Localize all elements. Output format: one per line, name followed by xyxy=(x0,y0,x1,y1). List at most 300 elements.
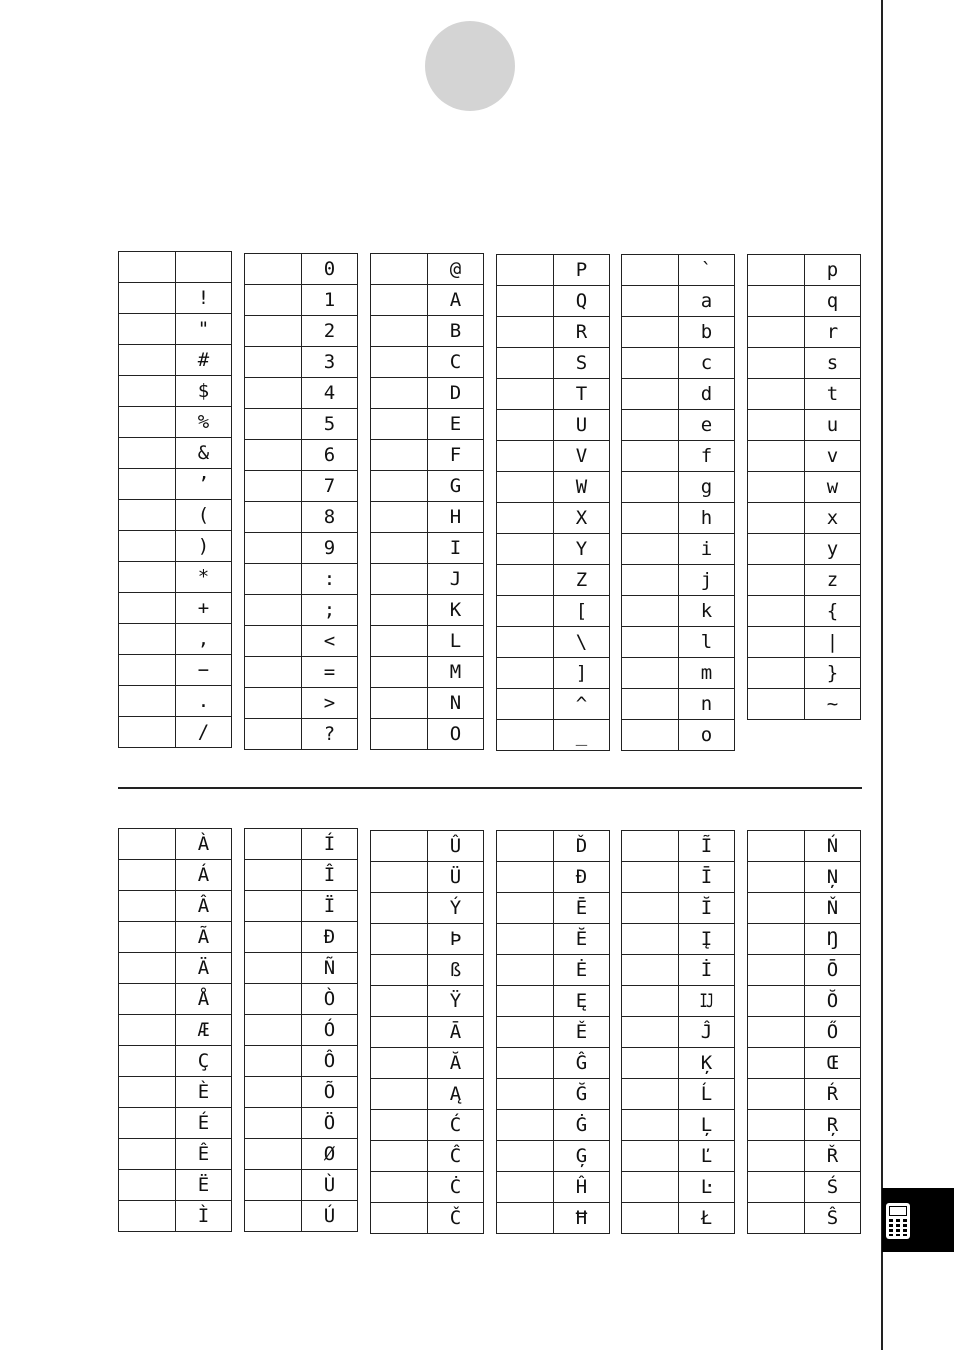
char-cell: Ĩ xyxy=(679,831,735,862)
code-cell xyxy=(245,564,302,595)
char-cell: k xyxy=(679,596,735,627)
table-row xyxy=(371,893,484,924)
table-row xyxy=(622,1048,735,1079)
code-cell xyxy=(748,410,805,441)
char-cell: Ä xyxy=(176,953,232,984)
code-cell xyxy=(622,862,679,893)
char-table-bottom-2 xyxy=(244,828,358,1232)
table-row xyxy=(622,410,735,441)
table-row xyxy=(622,379,735,410)
char-cell: ? xyxy=(302,719,358,750)
code-cell xyxy=(748,1141,805,1172)
table-row xyxy=(497,317,610,348)
table-row xyxy=(119,376,232,407)
char-cell: Ê xyxy=(176,1139,232,1170)
char-cell: Ç xyxy=(176,1046,232,1077)
char-cell: Ō xyxy=(805,955,861,986)
char-cell: V xyxy=(554,441,610,472)
code-cell xyxy=(371,1079,428,1110)
char-cell: p xyxy=(805,255,861,286)
table-row xyxy=(119,1046,232,1077)
code-cell xyxy=(748,1017,805,1048)
char-cell: Í xyxy=(302,829,358,860)
code-cell xyxy=(371,1017,428,1048)
char-cell: * xyxy=(176,562,232,593)
table-row xyxy=(497,348,610,379)
char-cell: Ñ xyxy=(302,953,358,984)
table-row xyxy=(622,317,735,348)
table-row xyxy=(245,595,358,626)
code-cell xyxy=(371,1110,428,1141)
char-cell: W xyxy=(554,472,610,503)
char-cell: Û xyxy=(428,831,484,862)
char-cell: O xyxy=(428,719,484,750)
char-cell: Ü xyxy=(428,862,484,893)
char-cell: Ŏ xyxy=(805,986,861,1017)
char-cell: Ã xyxy=(176,922,232,953)
code-cell xyxy=(748,1110,805,1141)
char-cell: ^ xyxy=(554,689,610,720)
char-cell: J xyxy=(428,564,484,595)
char-cell: z xyxy=(805,565,861,596)
char-cell: Ă xyxy=(428,1048,484,1079)
code-cell xyxy=(497,534,554,565)
char-cell: ~ xyxy=(805,689,861,720)
char-cell: > xyxy=(302,688,358,719)
char-cell: m xyxy=(679,658,735,689)
code-cell xyxy=(622,955,679,986)
char-table-top-6 xyxy=(747,254,861,720)
code-cell xyxy=(371,285,428,316)
code-cell xyxy=(497,658,554,689)
table-row xyxy=(497,955,610,986)
table-row xyxy=(748,627,861,658)
table-row xyxy=(245,347,358,378)
code-cell xyxy=(748,255,805,286)
code-cell xyxy=(371,316,428,347)
section-divider xyxy=(118,787,862,789)
table-row xyxy=(748,348,861,379)
table-row xyxy=(748,1141,861,1172)
table-row xyxy=(371,1079,484,1110)
code-cell xyxy=(371,254,428,285)
char-cell: n xyxy=(679,689,735,720)
char-cell: Ċ xyxy=(428,1172,484,1203)
char-cell: x xyxy=(805,503,861,534)
table-row xyxy=(245,626,358,657)
table-row xyxy=(371,831,484,862)
code-cell xyxy=(622,627,679,658)
char-cell: Œ xyxy=(805,1048,861,1079)
code-cell xyxy=(245,1201,302,1232)
table-row xyxy=(622,627,735,658)
code-cell xyxy=(371,657,428,688)
char-cell: P xyxy=(554,255,610,286)
table-row xyxy=(119,953,232,984)
table-row xyxy=(371,595,484,626)
code-cell xyxy=(119,984,176,1015)
code-cell xyxy=(622,348,679,379)
table-row xyxy=(245,285,358,316)
code-cell xyxy=(245,1108,302,1139)
char-cell: Ģ xyxy=(554,1141,610,1172)
table-row xyxy=(245,953,358,984)
char-cell: Ŗ xyxy=(805,1110,861,1141)
char-cell: ; xyxy=(302,595,358,626)
table-row xyxy=(245,984,358,1015)
char-cell: Ó xyxy=(302,1015,358,1046)
char-cell: T xyxy=(554,379,610,410)
table-row xyxy=(119,1139,232,1170)
table-row xyxy=(748,986,861,1017)
char-cell: Ř xyxy=(805,1141,861,1172)
char-cell: | xyxy=(805,627,861,658)
table-row xyxy=(119,283,232,314)
table-row xyxy=(497,503,610,534)
table-row xyxy=(119,922,232,953)
code-cell xyxy=(748,658,805,689)
char-cell: Ò xyxy=(302,984,358,1015)
code-cell xyxy=(748,689,805,720)
code-cell xyxy=(119,686,176,717)
table-row xyxy=(245,719,358,750)
code-cell xyxy=(497,503,554,534)
code-cell xyxy=(371,986,428,1017)
table-row xyxy=(245,657,358,688)
char-cell: Ĉ xyxy=(428,1141,484,1172)
table-row xyxy=(119,891,232,922)
code-cell xyxy=(748,986,805,1017)
code-cell xyxy=(245,626,302,657)
char-cell: Ā xyxy=(428,1017,484,1048)
code-cell xyxy=(371,1172,428,1203)
code-cell xyxy=(748,627,805,658)
char-cell: À xyxy=(176,829,232,860)
char-cell: e xyxy=(679,410,735,441)
table-row xyxy=(371,1203,484,1234)
code-cell xyxy=(119,562,176,593)
table-row xyxy=(371,533,484,564)
code-cell xyxy=(497,596,554,627)
char-cell: Ø xyxy=(302,1139,358,1170)
table-row xyxy=(245,860,358,891)
char-cell: { xyxy=(805,596,861,627)
code-cell xyxy=(245,922,302,953)
code-cell xyxy=(497,1172,554,1203)
table-row xyxy=(119,1015,232,1046)
table-row xyxy=(748,893,861,924)
char-cell: Ĕ xyxy=(554,924,610,955)
code-cell xyxy=(371,831,428,862)
char-cell: X xyxy=(554,503,610,534)
table-row xyxy=(748,1017,861,1048)
table-row xyxy=(748,1048,861,1079)
table-row xyxy=(748,924,861,955)
code-cell xyxy=(497,627,554,658)
char-cell: , xyxy=(176,624,232,655)
table-row xyxy=(119,252,232,283)
code-cell xyxy=(119,593,176,624)
code-cell xyxy=(497,441,554,472)
code-cell xyxy=(245,860,302,891)
char-cell: 1 xyxy=(302,285,358,316)
table-row xyxy=(748,1079,861,1110)
table-row xyxy=(245,829,358,860)
char-cell: Ĭ xyxy=(679,893,735,924)
code-cell xyxy=(622,689,679,720)
code-cell xyxy=(245,657,302,688)
char-cell: Þ xyxy=(428,924,484,955)
code-cell xyxy=(497,410,554,441)
code-cell xyxy=(119,531,176,562)
code-cell xyxy=(119,252,176,283)
char-cell: ` xyxy=(679,255,735,286)
table-row xyxy=(371,1141,484,1172)
table-row xyxy=(497,627,610,658)
char-cell: Ś xyxy=(805,1172,861,1203)
table-row xyxy=(622,472,735,503)
char-cell: K xyxy=(428,595,484,626)
table-row xyxy=(245,1046,358,1077)
table-row xyxy=(371,502,484,533)
char-cell: C xyxy=(428,347,484,378)
char-cell: Ł xyxy=(679,1203,735,1234)
char-table-bottom-3 xyxy=(370,830,484,1234)
code-cell xyxy=(245,595,302,626)
char-cell: Ć xyxy=(428,1110,484,1141)
code-cell xyxy=(245,533,302,564)
char-cell: \ xyxy=(554,627,610,658)
char-cell: Ĥ xyxy=(554,1172,610,1203)
code-cell xyxy=(245,1046,302,1077)
table-row xyxy=(497,1079,610,1110)
code-cell xyxy=(245,285,302,316)
table-row xyxy=(622,255,735,286)
table-row xyxy=(497,286,610,317)
table-row xyxy=(497,658,610,689)
code-cell xyxy=(119,376,176,407)
code-cell xyxy=(371,626,428,657)
code-cell xyxy=(622,472,679,503)
table-row xyxy=(748,1110,861,1141)
char-table-top-4 xyxy=(496,254,610,751)
char-cell: Ě xyxy=(554,1017,610,1048)
char-cell: Õ xyxy=(302,1077,358,1108)
char-cell: Ľ xyxy=(679,1141,735,1172)
code-cell xyxy=(371,862,428,893)
char-cell: Ð xyxy=(302,922,358,953)
char-cell: É xyxy=(176,1108,232,1139)
table-row xyxy=(119,531,232,562)
table-row xyxy=(371,924,484,955)
code-cell xyxy=(622,1172,679,1203)
code-cell xyxy=(622,1079,679,1110)
char-cell: t xyxy=(805,379,861,410)
table-row xyxy=(119,984,232,1015)
table-row xyxy=(748,441,861,472)
table-row xyxy=(245,1015,358,1046)
code-cell xyxy=(748,924,805,955)
table-row xyxy=(622,658,735,689)
table-row xyxy=(622,348,735,379)
table-row xyxy=(245,502,358,533)
char-cell: 8 xyxy=(302,502,358,533)
margin-rule xyxy=(881,0,883,1350)
table-row xyxy=(119,1170,232,1201)
char-cell: D xyxy=(428,378,484,409)
char-cell: f xyxy=(679,441,735,472)
char-cell: Ì xyxy=(176,1201,232,1232)
code-cell xyxy=(497,1079,554,1110)
code-cell xyxy=(119,1170,176,1201)
code-cell xyxy=(748,534,805,565)
code-cell xyxy=(371,688,428,719)
code-cell xyxy=(119,922,176,953)
table-row xyxy=(622,955,735,986)
table-row xyxy=(497,1110,610,1141)
char-cell: Ġ xyxy=(554,1110,610,1141)
table-row xyxy=(748,658,861,689)
char-cell: Ù xyxy=(302,1170,358,1201)
char-cell: Ļ xyxy=(679,1110,735,1141)
code-cell xyxy=(371,924,428,955)
code-cell xyxy=(371,1048,428,1079)
char-cell: ] xyxy=(554,658,610,689)
code-cell xyxy=(622,503,679,534)
code-cell xyxy=(622,720,679,751)
char-cell: Į xyxy=(679,924,735,955)
char-cell: + xyxy=(176,593,232,624)
table-row xyxy=(371,564,484,595)
table-row xyxy=(245,378,358,409)
table-row xyxy=(748,596,861,627)
char-cell: Q xyxy=(554,286,610,317)
table-row xyxy=(371,626,484,657)
code-cell xyxy=(497,472,554,503)
char-cell: Ď xyxy=(554,831,610,862)
code-cell xyxy=(371,1141,428,1172)
table-row xyxy=(245,440,358,471)
char-table-top-3 xyxy=(370,253,484,750)
char-cell: Ĺ xyxy=(679,1079,735,1110)
chapter-circle xyxy=(425,21,515,111)
char-cell: @ xyxy=(428,254,484,285)
code-cell xyxy=(371,595,428,626)
char-cell: 7 xyxy=(302,471,358,502)
table-row xyxy=(245,409,358,440)
char-cell: F xyxy=(428,440,484,471)
table-row xyxy=(119,438,232,469)
table-row xyxy=(119,717,232,748)
code-cell xyxy=(497,1048,554,1079)
code-cell xyxy=(371,409,428,440)
char-cell: Ą xyxy=(428,1079,484,1110)
char-cell: 3 xyxy=(302,347,358,378)
table-row xyxy=(748,534,861,565)
char-table-bottom-6 xyxy=(747,830,861,1234)
table-row xyxy=(497,1017,610,1048)
char-cell: Á xyxy=(176,860,232,891)
code-cell xyxy=(748,286,805,317)
code-cell xyxy=(245,347,302,378)
code-cell xyxy=(748,831,805,862)
table-row xyxy=(245,1077,358,1108)
char-cell: Ŋ xyxy=(805,924,861,955)
code-cell xyxy=(748,441,805,472)
table-row xyxy=(622,503,735,534)
table-row xyxy=(371,440,484,471)
table-row xyxy=(497,831,610,862)
char-cell: İ xyxy=(679,955,735,986)
table-row xyxy=(371,409,484,440)
table-row xyxy=(371,1110,484,1141)
char-cell: q xyxy=(805,286,861,317)
code-cell xyxy=(497,317,554,348)
table-row xyxy=(119,562,232,593)
code-cell xyxy=(497,955,554,986)
char-cell: : xyxy=(302,564,358,595)
char-cell: = xyxy=(302,657,358,688)
code-cell xyxy=(245,440,302,471)
char-cell: U xyxy=(554,410,610,441)
code-cell xyxy=(245,984,302,1015)
table-row xyxy=(245,891,358,922)
code-cell xyxy=(748,1172,805,1203)
char-cell: . xyxy=(176,686,232,717)
table-row xyxy=(119,407,232,438)
char-cell: Ę xyxy=(554,986,610,1017)
char-cell: ( xyxy=(176,500,232,531)
char-cell: Z xyxy=(554,565,610,596)
table-row xyxy=(119,860,232,891)
char-table-bottom-4 xyxy=(496,830,610,1234)
char-cell: & xyxy=(176,438,232,469)
code-cell xyxy=(245,409,302,440)
table-row xyxy=(622,565,735,596)
char-cell: Ē xyxy=(554,893,610,924)
table-row xyxy=(497,472,610,503)
char-cell: H xyxy=(428,502,484,533)
table-row xyxy=(622,286,735,317)
char-cell: Ŝ xyxy=(805,1203,861,1234)
table-row xyxy=(748,955,861,986)
table-row xyxy=(497,1172,610,1203)
table-row xyxy=(497,1203,610,1234)
table-row xyxy=(748,503,861,534)
code-cell xyxy=(119,1015,176,1046)
table-row xyxy=(245,471,358,502)
char-cell: l xyxy=(679,627,735,658)
code-cell xyxy=(119,500,176,531)
code-cell xyxy=(119,655,176,686)
table-row xyxy=(622,862,735,893)
calculator-icon xyxy=(885,1202,911,1240)
char-cell: ’ xyxy=(176,469,232,500)
code-cell xyxy=(245,719,302,750)
code-cell xyxy=(622,924,679,955)
char-cell: } xyxy=(805,658,861,689)
table-row xyxy=(371,955,484,986)
code-cell xyxy=(371,471,428,502)
char-cell: Ŀ xyxy=(679,1172,735,1203)
code-cell xyxy=(497,255,554,286)
table-row xyxy=(119,624,232,655)
code-cell xyxy=(245,502,302,533)
code-cell xyxy=(119,1108,176,1139)
char-cell: Ķ xyxy=(679,1048,735,1079)
code-cell xyxy=(622,1048,679,1079)
char-cell: N xyxy=(428,688,484,719)
